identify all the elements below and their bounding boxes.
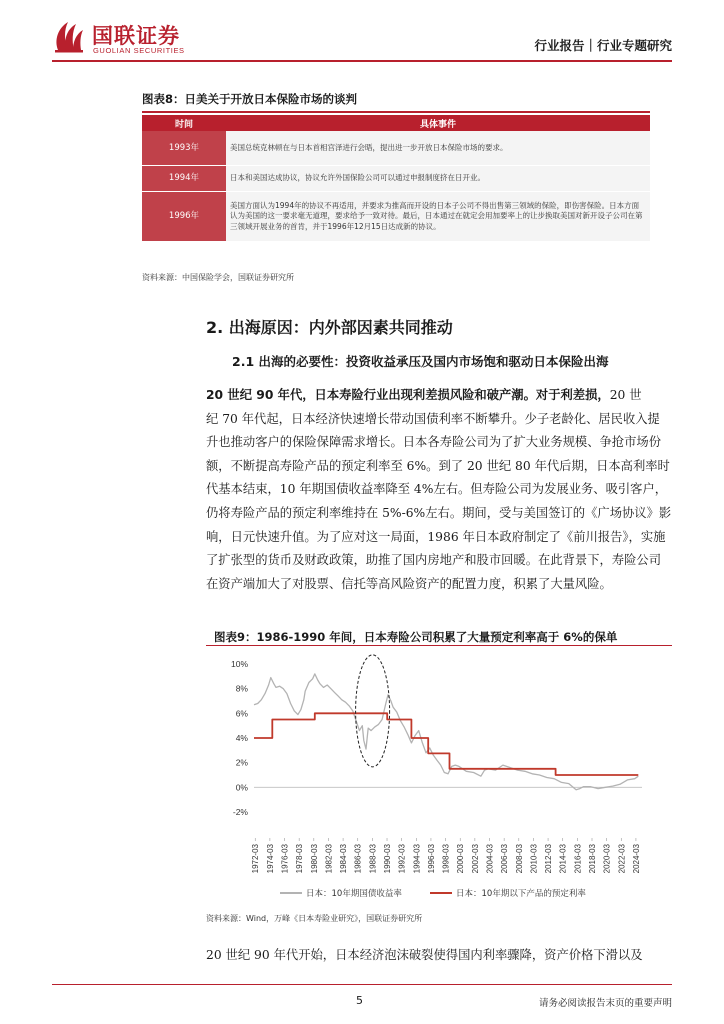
table-cell-year: 1993年 (142, 131, 226, 165)
x-tick-label: 1988-03 (368, 844, 378, 874)
guolian-logo (52, 18, 192, 58)
paragraph-line: 仍将寿险产品的预定利率维持在 5%-6%左右。期间，受与美国签订的《广场协议》影 (206, 505, 672, 520)
report-type: 行业报告｜行业专题研究 (534, 38, 672, 53)
paragraph-line: 了扩张型的货币及财政政策，助推了国内房地产和股市回暖。在此背景下，寿险公司 (206, 553, 661, 568)
paragraph-line: 升也推动客户的保险保障需求增长。日本各寿险公司为了扩大业务规模、争抢市场份 (206, 435, 661, 450)
x-tick-label: 2024-03 (631, 844, 641, 874)
figure8-source: 资料来源：中国保险学会，国联证券研究所 (142, 273, 294, 282)
series-assumed-rate-line (254, 713, 638, 775)
x-tick-label: 2022-03 (617, 844, 627, 874)
x-tick-label: 1998-03 (441, 844, 451, 874)
paragraph-line: 在资产端加大了对股票、信托等高风险资产的配置力度，积累了大量风险。 (206, 576, 612, 591)
table-header-year: 时间 (142, 115, 226, 131)
y-tick-label: 4% (235, 733, 248, 743)
paragraph-line: 额，不断提高寿险产品的预定利率至 6%。到了 20 世纪 80 年代后期，日本高利率时 (206, 458, 670, 473)
x-tick-label: 1974-03 (265, 844, 275, 874)
y-tick-label: 2% (235, 757, 248, 768)
x-tick-label: 2010-03 (529, 844, 539, 874)
table-cell-event: 美国总统克林顿在与日本首相宫泽进行会晤，提出进一步开放日本保险市场的要求。 (226, 131, 650, 165)
x-tick-label: 2006-03 (500, 844, 510, 874)
x-tick-label: 1996-03 (426, 844, 436, 874)
legend-label-jgb: 日本：10年期国债收益率 (306, 889, 402, 899)
x-tick-label: 1976-03 (280, 844, 290, 874)
figure9-chart (206, 650, 672, 906)
paragraph-line (206, 384, 672, 408)
paragraph-line: 响，日元快速升值。为了应对这一局面，1986 年日本政府制定了《前川报告》，实施 (206, 529, 666, 544)
figure8-title-bar (142, 86, 650, 110)
x-tick-label: 2008-03 (514, 844, 524, 874)
x-tick-label: 1982-03 (324, 844, 334, 874)
page-header (0, 0, 724, 64)
table-row (142, 165, 650, 191)
table-header-row (142, 115, 650, 131)
figure8-title: 图表8：日美关于开放日本保险市场的谈判 (142, 92, 357, 106)
section-title: 2. 出海原因：内外部因素共同推动 (206, 318, 453, 337)
y-tick-label: 8% (235, 683, 248, 694)
x-tick-label: 1992-03 (397, 844, 407, 874)
y-tick-label: 0% (235, 782, 248, 793)
footer-disclaimer: 请务必阅读报告末页的重要声明 (538, 998, 672, 1009)
figure8-title-divider (142, 111, 650, 113)
paragraph-line: 代基本结束，10 年期国债收益率降至 4%左右。但寿险公司为发展业务、吸引客户， (206, 482, 668, 497)
series-jgb-yield-line (254, 674, 638, 790)
x-tick-label: 1990-03 (383, 844, 393, 874)
x-tick-label: 2002-03 (470, 844, 480, 874)
y-tick-label: 6% (235, 708, 248, 719)
x-tick-label: 2018-03 (587, 844, 597, 874)
table-cell-event: 美国方面认为1994年的协议不再适用，并要求为推高而开设的日本子公司不得出售第三领域的保险，即伤害保险。日本方面认为美国的这一要求毫无道理，要求给予一致对待。最后，日本通过在就定会用加要率上的让步换取美国对新开设子公司在第三领域开展业务的首肯，并于1996年12月15日达成新的协议。 (226, 191, 650, 241)
figure8-table (142, 115, 650, 241)
table-cell-event: 日本和美国达成协议，协议允许外国保险公司可以通过申报制度挤在日开业。 (226, 165, 650, 191)
paragraph-1 (206, 384, 672, 596)
logo-text-en: GUOLIAN SECURITIES (93, 46, 185, 55)
table-header-event: 具体事件 (226, 115, 650, 131)
y-tick-label: -2% (232, 807, 248, 817)
page-number: 5 (356, 994, 363, 1007)
x-tick-label: 2012-03 (544, 844, 554, 874)
table-cell-year: 1994年 (142, 165, 226, 191)
x-tick-label: 1980-03 (309, 844, 319, 874)
logo-mark-icon (52, 18, 86, 54)
x-tick-label: 2014-03 (558, 844, 568, 874)
table-row (142, 191, 650, 241)
paragraph-line: 纪 70 年代起，日本经济快速增长带动国债利率不断攀升。少子老龄化、居民收入提 (206, 411, 660, 426)
y-tick-label: 10% (230, 659, 248, 669)
paragraph-2 (206, 944, 672, 968)
table-cell-year: 1996年 (142, 191, 226, 241)
legend-label-assumed-rate: 日本：10年期以下产品的预定利率 (456, 889, 586, 899)
logo-text-cn: 国联证券 (92, 24, 180, 48)
x-tick-label: 2016-03 (573, 844, 583, 874)
figure9-source: 资料来源：Wind，万峰《日本寿险业研究》，国联证券研究所 (206, 914, 423, 923)
table-row (142, 131, 650, 165)
x-tick-label: 1984-03 (339, 844, 349, 874)
x-tick-label: 2000-03 (456, 844, 466, 874)
paragraph-line-tail: 20 世 (609, 388, 642, 402)
x-tick-label: 2004-03 (485, 844, 495, 874)
figure9-title: 图表9：1986-1990 年间，日本寿险公司积累了大量预定利率高于 6%的保单 (214, 630, 618, 644)
x-tick-label: 1978-03 (295, 844, 305, 874)
x-tick-label: 1994-03 (412, 844, 422, 874)
footer-divider (52, 984, 672, 985)
paragraph-line: 20 世纪 90 年代开始，日本经济泡沫破裂使得国内利率骤降，资产价格下滑以及 (206, 948, 643, 962)
x-tick-label: 1986-03 (353, 844, 363, 874)
x-tick-label: 2020-03 (602, 844, 612, 874)
header-divider (52, 60, 672, 62)
subsection-title: 2.1 出海的必要性：投资收益承压及国内市场饱和驱动日本保险出海 (232, 354, 609, 369)
paragraph-bold-lead: 20 世纪 90 年代，日本寿险行业出现利差损风险和破产潮。对于利差损， (206, 388, 610, 402)
x-tick-label: 1972-03 (251, 844, 261, 874)
figure9-title-bar (206, 624, 672, 646)
